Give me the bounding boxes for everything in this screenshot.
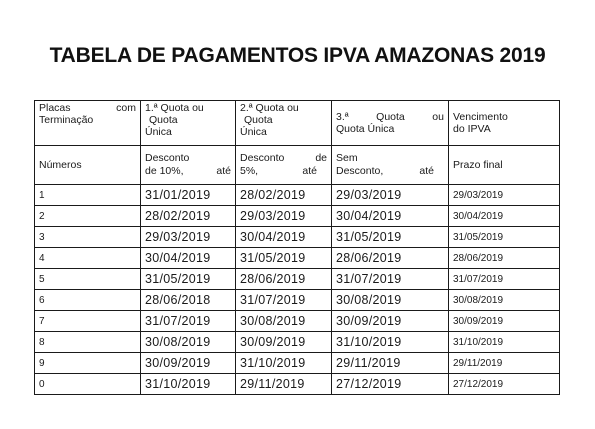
final-deadline: 31/10/2019 bbox=[449, 332, 560, 353]
plate-digit: 5 bbox=[35, 269, 141, 290]
table-row bbox=[35, 374, 560, 395]
header-cell-discount3 bbox=[332, 146, 449, 185]
header-quota1-line1: 1.ª Quota ou bbox=[145, 102, 204, 114]
final-deadline: 31/07/2019 bbox=[449, 269, 560, 290]
plate-digit: 8 bbox=[35, 332, 141, 353]
plate-digit: 3 bbox=[35, 227, 141, 248]
header-discount2-word2: de bbox=[315, 152, 327, 164]
quota2-date: 31/05/2019 bbox=[236, 248, 332, 269]
header-prazo-label: Prazo final bbox=[453, 158, 503, 171]
quota3-date: 31/10/2019 bbox=[332, 332, 449, 353]
header-quota3-line2: Quota Única bbox=[336, 123, 395, 135]
page-title: TABELA DE PAGAMENTOS IPVA AMAZONAS 2019 bbox=[49, 44, 546, 67]
quota1-date: 28/06/2018 bbox=[141, 290, 236, 311]
final-deadline: 29/03/2019 bbox=[449, 185, 560, 206]
header-quota2-line2: Quota bbox=[244, 114, 273, 126]
quota2-date: 30/08/2019 bbox=[236, 311, 332, 332]
header-cell-discount1 bbox=[141, 146, 236, 185]
header-discount1-line2b: até bbox=[216, 165, 231, 177]
quota2-date: 30/09/2019 bbox=[236, 332, 332, 353]
final-deadline: 30/09/2019 bbox=[449, 311, 560, 332]
quota3-date: 31/07/2019 bbox=[332, 269, 449, 290]
ipva-payment-table bbox=[34, 100, 560, 395]
quota2-date: 29/03/2019 bbox=[236, 206, 332, 227]
header-quota3-word1: 3.ª bbox=[336, 111, 349, 123]
final-deadline: 29/11/2019 bbox=[449, 353, 560, 374]
quota1-date: 30/08/2019 bbox=[141, 332, 236, 353]
plate-digit: 9 bbox=[35, 353, 141, 374]
table-row bbox=[35, 248, 560, 269]
quota3-date: 28/06/2019 bbox=[332, 248, 449, 269]
quota2-date: 29/11/2019 bbox=[236, 374, 332, 395]
header-quota3-word2: Quota bbox=[376, 111, 405, 123]
quota1-date: 28/02/2019 bbox=[141, 206, 236, 227]
table-row bbox=[35, 269, 560, 290]
header-vencimento-line2: do IPVA bbox=[453, 123, 491, 135]
table-row bbox=[35, 185, 560, 206]
table-row bbox=[35, 353, 560, 374]
quota1-date: 31/01/2019 bbox=[141, 185, 236, 206]
quota2-date: 28/06/2019 bbox=[236, 269, 332, 290]
quota1-date: 29/03/2019 bbox=[141, 227, 236, 248]
header-cell-quota3 bbox=[332, 101, 449, 146]
table-row bbox=[35, 206, 560, 227]
table-row bbox=[35, 332, 560, 353]
quota3-date: 29/11/2019 bbox=[332, 353, 449, 374]
plate-digit: 2 bbox=[35, 206, 141, 227]
quota3-date: 31/05/2019 bbox=[332, 227, 449, 248]
table-row bbox=[35, 311, 560, 332]
plate-digit: 0 bbox=[35, 374, 141, 395]
quota1-date: 31/07/2019 bbox=[141, 311, 236, 332]
final-deadline: 31/05/2019 bbox=[449, 227, 560, 248]
table-row bbox=[35, 290, 560, 311]
header-quota2-line3: Única bbox=[240, 126, 267, 138]
final-deadline: 30/04/2019 bbox=[449, 206, 560, 227]
header-row-discounts bbox=[35, 146, 560, 185]
quota3-date: 29/03/2019 bbox=[332, 185, 449, 206]
header-discount3-line2b: até bbox=[419, 165, 434, 177]
quota3-date: 30/04/2019 bbox=[332, 206, 449, 227]
header-cell-quota1 bbox=[141, 101, 236, 146]
quota3-date: 27/12/2019 bbox=[332, 374, 449, 395]
header-cell-vencimento bbox=[449, 101, 560, 146]
header-quota3-word3: ou bbox=[432, 111, 444, 123]
header-discount3-line2a: Desconto, bbox=[336, 165, 384, 177]
header-cell-prazo bbox=[449, 146, 560, 185]
header-quota1-line2: Quota bbox=[149, 114, 178, 126]
quota2-date: 28/02/2019 bbox=[236, 185, 332, 206]
quota2-date: 31/10/2019 bbox=[236, 353, 332, 374]
quota3-date: 30/08/2019 bbox=[332, 290, 449, 311]
header-numeros-label: Números bbox=[39, 158, 82, 171]
header-vencimento-line1: Vencimento bbox=[453, 111, 508, 123]
plate-digit: 1 bbox=[35, 185, 141, 206]
header-cell-quota2 bbox=[236, 101, 332, 146]
header-discount2-word1: Desconto bbox=[240, 152, 285, 164]
header-placas-word1: Placas bbox=[39, 102, 71, 114]
quota1-date: 30/04/2019 bbox=[141, 248, 236, 269]
header-placas-word2: com bbox=[116, 102, 136, 114]
quota2-date: 31/07/2019 bbox=[236, 290, 332, 311]
header-quota1-line3: Única bbox=[145, 126, 172, 138]
header-quota2-line1: 2.ª Quota ou bbox=[240, 102, 299, 114]
header-discount2-line2a: 5%, bbox=[240, 165, 259, 177]
quota3-date: 30/09/2019 bbox=[332, 311, 449, 332]
header-cell-placas bbox=[35, 101, 141, 146]
quota1-date: 31/05/2019 bbox=[141, 269, 236, 290]
final-deadline: 28/06/2019 bbox=[449, 248, 560, 269]
header-cell-numeros bbox=[35, 146, 141, 185]
quota1-date: 31/10/2019 bbox=[141, 374, 236, 395]
final-deadline: 30/08/2019 bbox=[449, 290, 560, 311]
quota1-date: 30/09/2019 bbox=[141, 353, 236, 374]
header-placas-line2: Terminação bbox=[39, 114, 94, 126]
header-discount1-line2a: de 10%, bbox=[145, 165, 184, 177]
plate-digit: 7 bbox=[35, 311, 141, 332]
quota2-date: 30/04/2019 bbox=[236, 227, 332, 248]
header-row-terms bbox=[35, 101, 560, 146]
final-deadline: 27/12/2019 bbox=[449, 374, 560, 395]
header-discount1-line1: Desconto bbox=[145, 152, 190, 164]
plate-digit: 6 bbox=[35, 290, 141, 311]
header-cell-discount2 bbox=[236, 146, 332, 185]
table-row bbox=[35, 227, 560, 248]
header-discount2-line2b: até bbox=[302, 165, 317, 177]
header-discount3-line1: Sem bbox=[336, 152, 358, 164]
plate-digit: 4 bbox=[35, 248, 141, 269]
